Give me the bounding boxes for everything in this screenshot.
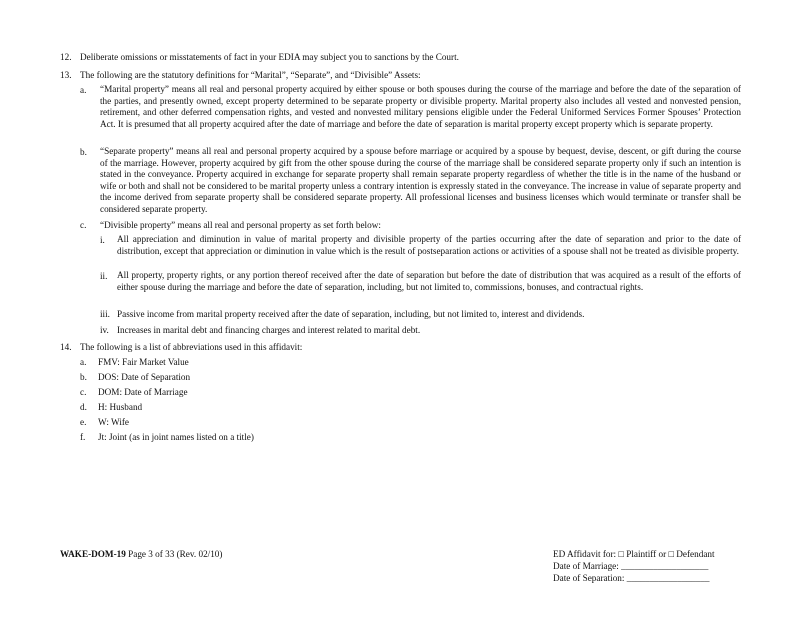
item-14-text: The following is a list of abbreviations used in this affidavit: <box>80 342 303 352</box>
item-13c-iii-label: iii. <box>100 309 110 319</box>
date-of-marriage-field: Date of Marriage: ___________________ <box>553 561 709 571</box>
item-13c-iv-text: Increases in marital debt and financing charges and interest related to marital debt. <box>117 325 421 335</box>
list-item-text: DOS: Date of Separation <box>98 372 191 382</box>
list-item-label: a. <box>80 357 87 367</box>
item-13c-iii-text: Passive income from marital property received after the date of separation, including, but not limited to, interest and dividends. <box>117 309 585 319</box>
footer-form-info <box>60 548 222 560</box>
item-13c-text: “Divisible property” means all real and personal property as set forth below: <box>100 220 381 230</box>
list-item-text: W: Wife <box>98 417 130 427</box>
page-info: Page 3 of 33 (Rev. 02/10) <box>128 549 223 559</box>
footer-affidavit-info <box>553 548 715 584</box>
item-12-text: Deliberate omissions or misstatements of fact in your EDIA may subject you to sanctions by the Court. <box>80 52 459 62</box>
affidavit-for: ED Affidavit for: □ Plaintiff or □ Defendant <box>553 549 715 559</box>
item-14-number: 14. <box>60 342 72 352</box>
item-13b-text: “Separate property” means all real and personal property acquired by a spouse before marriage or acquired by a spouse by bequest, devise, descent, or gift during the course of the marriage. However, property acquired by gift from the other spouse during the course of the marriage shall be considered separate property only if such an intention is stated in the conveyance. Property acquired in exchange for separate property shall remain separate property regardless of whether the title is in the name of the husband or wife or both and shall not be considered to be marital property unless a contrary intention is expressly stated in the conveyance. The increase in value of separate property and the income derived from separate property shall be considered separate property. All professional licenses and business licenses which would terminate or transfer shall be considered separate property. <box>100 146 741 214</box>
item-13a-label: a. <box>80 85 87 95</box>
item-13c-label: c. <box>80 220 87 230</box>
form-id: WAKE-DOM-19 <box>60 549 126 559</box>
item-13a-text: “Marital property” means all real and personal property acquired by either spouse or both spouses during the course of the marriage and before the date of the separation of the parties, and presently owned, except property determined to be separate property or divisible property. Marital property also includes all vested and nonvested pension, retirement, and other deferred compensation rights, and vested and nonvested military pensions eligible under the Federal Uniformed Services Former Spouses’ Protection Act. It is presumed that all property acquired after the date of marriage and before the date of separation is marital property except property which is separate property. <box>100 84 741 129</box>
list-item-label: c. <box>80 387 87 397</box>
item-13-text: The following are the statutory definitions for “Marital”, “Separate”, and “Divisible” Assets: <box>80 70 421 80</box>
item-13c-i-text: All appreciation and diminution in value of marital property and divisible property of the parties occurring after the date of separation and prior to the date of distribution, except that appreciation or diminution in value which is the result of postseparation actions or activities of a spouse shall not be treated as divisible property. <box>117 234 741 256</box>
item-13c-ii-text: All property, property rights, or any portion thereof received after the date of separation but before the date of distribution that was acquired as a result of the efforts of either spouse during the marriage and before the date of separation, including, but not limited to, commissions, bonuses, and contractual rights. <box>117 270 741 292</box>
item-13b-label: b. <box>80 147 87 157</box>
list-item-label: e. <box>80 417 87 427</box>
list-item-text: Jt: Joint (as in joint names listed on a title) <box>98 432 254 442</box>
list-item-label: b. <box>80 372 87 382</box>
list-item-label: d. <box>80 402 87 412</box>
date-of-separation-field: Date of Separation: __________________ <box>553 573 710 583</box>
list-item-text: FMV: Fair Market Value <box>98 357 189 367</box>
list-item-text: H: Husband <box>98 402 143 412</box>
item-13c-i-label: i. <box>100 235 105 245</box>
list-item-label: f. <box>80 432 86 442</box>
item-12-number: 12. <box>60 52 72 62</box>
item-13-number: 13. <box>60 70 72 80</box>
list-item-text: DOM: Date of Marriage <box>98 387 188 397</box>
item-13c-ii-label: ii. <box>100 271 108 281</box>
item-13c-iv-label: iv. <box>100 325 109 335</box>
